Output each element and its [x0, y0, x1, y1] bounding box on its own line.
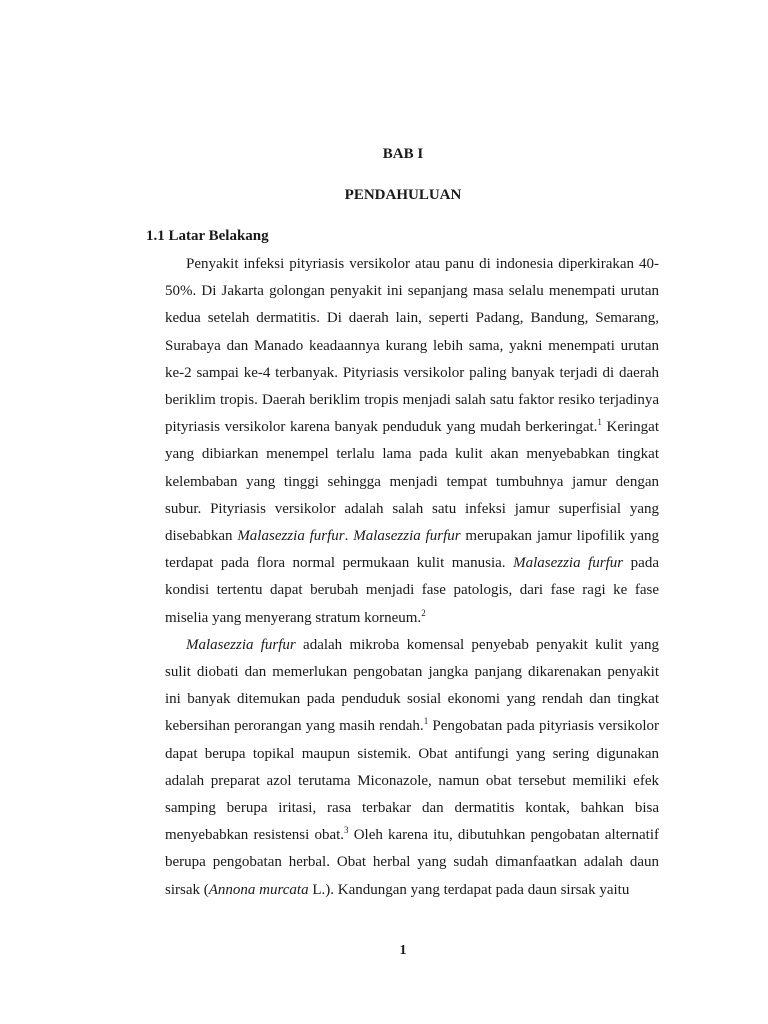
citation-ref: 2 [421, 607, 426, 618]
chapter-number: BAB I [382, 146, 424, 162]
paragraph [165, 251, 659, 632]
paragraph-text: Penyakit infeksi pityriasis versikolor atau panu di indonesia diperkirakan 40-50%. Di Jakarta golongan penyakit ini sepanjang masa selalu menempati urutan kedua setelah dermatitis. Di daerah lain, seperti Padang, Bandung, Semarang, Surabaya dan Manado keadaannya kurang lebih sama, yakni menempati urutan ke-2 sampai ke-4 terbanyak. Pityriasis versikolor paling banyak terjadi di daerah beriklim tropis. Daerah beriklim tropis menjadi salah satu faktor resiko terjadinya pityriasis versikolor karena banyak penduduk yang mudah berkeringat. [165, 256, 659, 436]
paragraph-text: pada kondisi tertentu dapat berubah menjadi fase patologis, dari fase ragi ke fase miselia yang menyerang stratum korneum. [165, 555, 659, 626]
section-heading: 1.1 Latar Belakang [146, 228, 269, 244]
paragraph-text: adalah mikroba komensal penyebab penyakit kulit yang sulit diobati dan memerlukan pengobatan jangka panjang dikarenakan penyakit ini banyak ditemukan pada penduduk sosial ekonomi yang rendah dan tingkat kebersihan perorangan yang masih rendah. [165, 636, 659, 735]
species-name: Malasezzia furfur [186, 636, 296, 653]
species-name: Malasezzia furfur [513, 555, 624, 572]
citation-ref: 3 [344, 825, 349, 836]
citation-ref: 1 [423, 716, 429, 727]
citation-ref: 1 [597, 417, 602, 428]
species-name: Malasezzia furfur [353, 528, 461, 545]
paragraph-text: . [344, 528, 354, 545]
chapter-title: PENDAHULUAN [344, 187, 462, 203]
species-name: Annona murcata [208, 881, 309, 898]
paragraph-text: Keringat yang dibiarkan menempel terlalu lama pada kulit akan menyebabkan tingkat kelembaban yang tinggi sehingga menjadi tempat tumbuhnya jamur dengan subur. Pityriasis versikolor adalah salah satu infeksi jamur superfisial yang disebabkan [165, 419, 659, 545]
page-number: 1 [399, 943, 407, 958]
paragraph-text: merupakan jamur lipofilik yang terdapat pada flora normal permukaan kulit manusia. [165, 528, 659, 572]
paragraph-text: Pengobatan pada pityriasis versikolor dapat berupa topikal maupun sistemik. Obat antifungi yang sering digunakan adalah preparat azol terutama Miconazole, namun obat tersebut memiliki efek samping berupa iritasi, rasa terbakar dan dermatitis kontak, bahkan bisa menyebabkan resistensi obat. [165, 718, 659, 844]
paragraph-text: Oleh karena itu, dibutuhkan pengobatan alternatif berupa pengobatan herbal. Obat herbal yang sudah dimanfaatkan adalah daun sirsak ( [165, 827, 659, 898]
paragraph-text: L.). Kandungan yang terdapat pada daun sirsak yaitu [308, 881, 630, 898]
species-name: Malasezzia furfur [237, 528, 345, 545]
paragraph [165, 632, 659, 904]
body-text [165, 251, 659, 904]
